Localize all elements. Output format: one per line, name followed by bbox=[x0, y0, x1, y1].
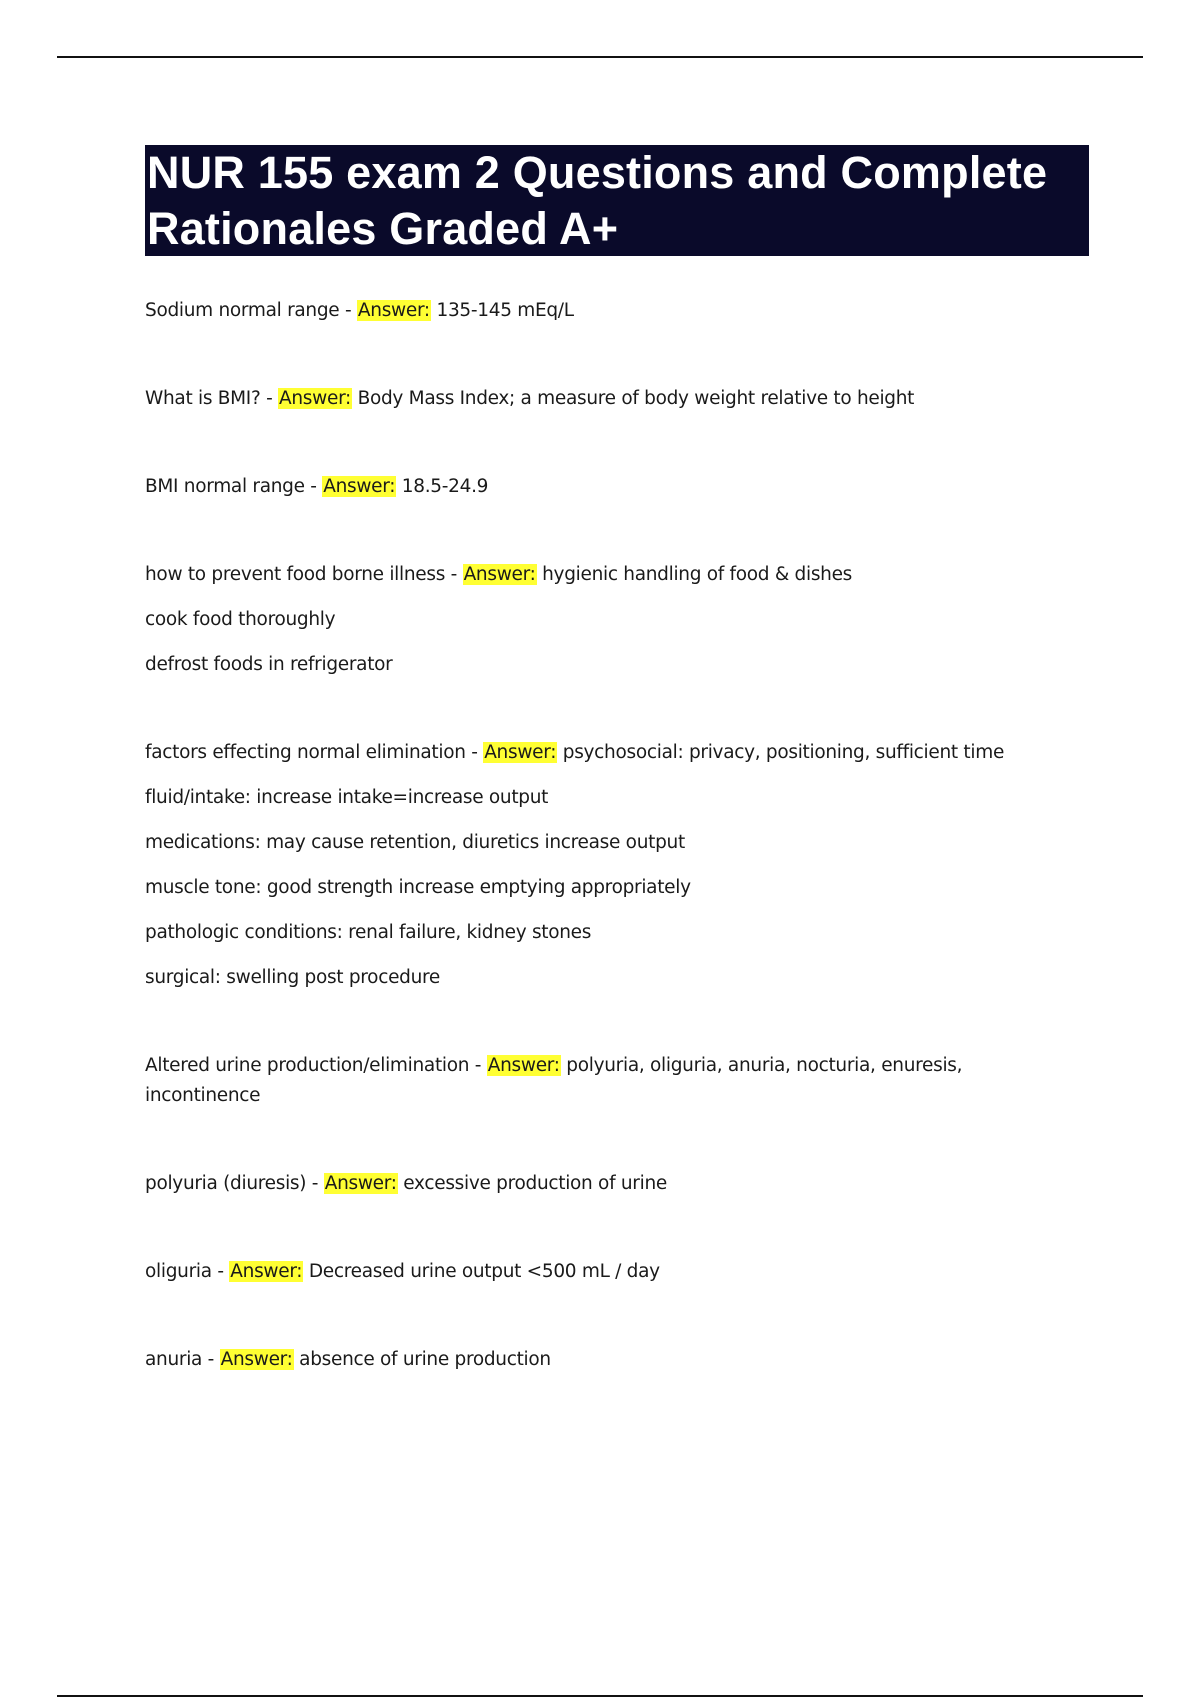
separator: - bbox=[445, 564, 463, 585]
separator: - bbox=[260, 388, 279, 409]
qa-entry bbox=[145, 472, 1045, 502]
answer-label: Answer: bbox=[484, 742, 557, 763]
qa-entry bbox=[145, 560, 1045, 680]
answer-text: Decreased urine output <500 mL / day bbox=[308, 1261, 660, 1282]
answer-continuation: medications: may cause retention, diuretics increase output bbox=[145, 832, 685, 853]
answer-text: 135-145 mEq/L bbox=[436, 300, 574, 321]
separator: - bbox=[469, 1055, 487, 1076]
qa-line bbox=[145, 738, 1045, 768]
question-text: BMI normal range bbox=[145, 476, 305, 497]
qa-line bbox=[145, 1051, 1045, 1111]
answer-label: Answer: bbox=[357, 300, 430, 321]
qa-line bbox=[145, 560, 1045, 590]
answer-continuation: muscle tone: good strength increase emptying appropriately bbox=[145, 877, 691, 898]
answer-continuation: defrost foods in refrigerator bbox=[145, 654, 393, 675]
question-text: anuria bbox=[145, 1349, 203, 1370]
answer-text: hygienic handling of food & dishes bbox=[542, 564, 852, 585]
answer-text: 18.5-24.9 bbox=[401, 476, 489, 497]
answer-text: excessive production of urine bbox=[403, 1173, 667, 1194]
answer-text: polyuria, oliguria, anuria, nocturia, enuresis, incontinence bbox=[145, 1055, 963, 1106]
separator: - bbox=[465, 742, 484, 763]
answer-label: Answer: bbox=[230, 1261, 303, 1282]
qa-line bbox=[145, 384, 1045, 414]
answer-text: psychosocial: privacy, positioning, sufficient time bbox=[562, 742, 1005, 763]
answer-label: Answer: bbox=[279, 388, 351, 409]
qa-entry bbox=[145, 296, 1045, 326]
separator: - bbox=[202, 1349, 220, 1370]
answer-continuation: cook food thoroughly bbox=[145, 609, 336, 630]
document-title: NUR 155 exam 2 Questions and Complete Rationales Graded A+ bbox=[147, 147, 1048, 254]
qa-entry bbox=[145, 384, 1045, 414]
top-rule bbox=[57, 56, 1143, 58]
separator: - bbox=[304, 476, 323, 497]
title-banner bbox=[145, 145, 1089, 256]
answer-continuation: pathologic conditions: renal failure, kidney stones bbox=[145, 922, 592, 943]
qa-line bbox=[145, 1345, 1045, 1375]
qa-list bbox=[145, 296, 1045, 1433]
bottom-rule bbox=[57, 1695, 1143, 1697]
question-text: oliguria bbox=[145, 1261, 212, 1282]
question-text: What is BMI? bbox=[145, 388, 261, 409]
separator: - bbox=[339, 300, 357, 321]
qa-entry bbox=[145, 1169, 1045, 1199]
separator: - bbox=[211, 1261, 230, 1282]
answer-label: Answer: bbox=[463, 564, 536, 585]
question-text: Sodium normal range bbox=[145, 300, 340, 321]
qa-line bbox=[145, 472, 1045, 502]
answer-label: Answer: bbox=[220, 1349, 293, 1370]
question-text: Altered urine production/elimination bbox=[145, 1055, 470, 1076]
answer-continuation: fluid/intake: increase intake=increase output bbox=[145, 787, 549, 808]
answer-continuation: surgical: swelling post procedure bbox=[145, 967, 441, 988]
answer-label: Answer: bbox=[487, 1055, 560, 1076]
answer-label: Answer: bbox=[324, 1173, 397, 1194]
qa-entry bbox=[145, 1051, 1045, 1111]
answer-label: Answer: bbox=[323, 476, 396, 497]
qa-line bbox=[145, 1169, 1045, 1199]
qa-entry bbox=[145, 738, 1045, 993]
question-text: factors effecting normal elimination bbox=[145, 742, 466, 763]
qa-entry bbox=[145, 1257, 1045, 1287]
question-text: polyuria (diuresis) bbox=[145, 1173, 307, 1194]
answer-text: absence of urine production bbox=[299, 1349, 551, 1370]
answer-text: Body Mass Index; a measure of body weight relative to height bbox=[357, 388, 915, 409]
question-text: how to prevent food borne illness bbox=[145, 564, 446, 585]
qa-entry bbox=[145, 1345, 1045, 1375]
qa-line bbox=[145, 296, 1045, 326]
qa-line bbox=[145, 1257, 1045, 1287]
separator: - bbox=[306, 1173, 324, 1194]
